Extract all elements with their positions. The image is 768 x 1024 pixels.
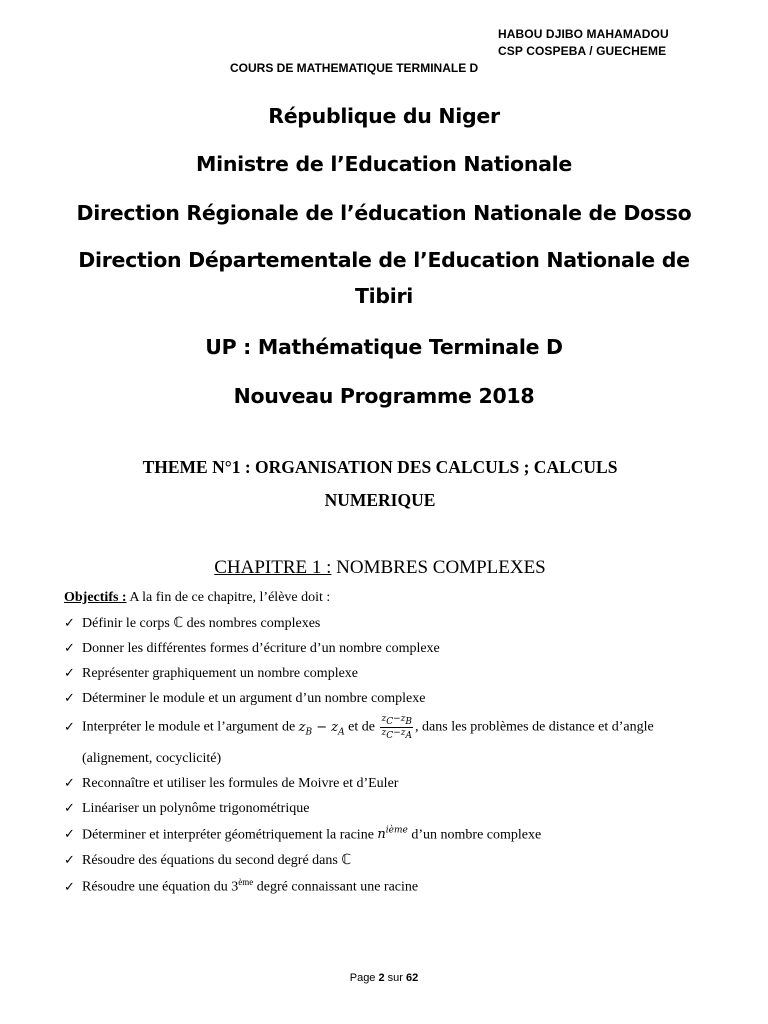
checkmark-icon: ✓ [64, 801, 75, 816]
objective-item: ✓ Donner les différentes formes d’écriture d’un nombre complexe [64, 641, 440, 656]
objectives-intro-text: A la fin de ce chapitre, l’élève doit : [126, 590, 331, 605]
objective-item: ✓ Résoudre une équation du 3ème degré connaissant une racine [64, 877, 419, 895]
objective-item: ✓ Déterminer et interpréter géométriquement la racine $n^{ième}$ d’un nombre complexe [64, 826, 542, 843]
objective-item-continuation: (alignement, cocyclicité) [82, 751, 222, 766]
school-name: CSP COSPEBA / GUECHEME [498, 44, 667, 58]
title-program: Nouveau Programme 2018 [233, 384, 535, 408]
title-up: UP : Mathématique Terminale D [205, 335, 563, 359]
title-departmental-direction: Direction Départementale de l’Education Nationale de [78, 248, 690, 272]
checkmark-icon: ✓ [64, 616, 75, 631]
title-departmental-direction-cont: Tibiri [354, 284, 414, 308]
title-ministry: Ministre de l’Education Nationale [196, 152, 572, 176]
checkmark-icon: ✓ [64, 719, 75, 735]
theme-line-1: THEME N°1 : ORGANISATION DES CALCULS ; CALCULS [142, 457, 618, 477]
objective-item: ✓ Déterminer le module et un argument d’un nombre complexe [64, 691, 426, 706]
objective-item: ✓ Représenter graphiquement un nombre complexe [64, 666, 359, 681]
chapter-title: NOMBRES COMPLEXES [331, 557, 546, 578]
formula-n: $n^{ième}$ [377, 826, 408, 843]
author-name: HABOU DJIBO MAHAMADOU [498, 27, 669, 41]
chapter-heading [60, 557, 700, 579]
objective-item: ✓ Interpréter le module et l’argument de $z_B - z_A$ et de $\frac{z_C-z_B}{z_C-z_A}$ , dans les problèmes de distance et d’angle [64, 714, 654, 741]
checkmark-icon: ✓ [64, 666, 75, 681]
checkmark-icon: ✓ [64, 853, 75, 868]
theme-line-2: NUMERIQUE [324, 490, 436, 510]
objectives-label: Objectifs : [64, 590, 127, 605]
checkmark-icon: ✓ [64, 776, 75, 791]
page-number: Page 2 sur 62 [349, 972, 419, 984]
title-regional-direction: Direction Régionale de l’éducation Nationale de Dosso [76, 201, 692, 225]
checkmark-icon: ✓ [64, 827, 75, 843]
objective-item: ✓ Résoudre des équations du second degré dans ℂ [64, 853, 352, 868]
formula-zb-minus-za: $z_B - z_A$ [298, 719, 345, 738]
checkmark-icon: ✓ [64, 691, 75, 706]
objective-item: ✓ Reconnaître et utiliser les formules de Moivre et d’Euler [64, 776, 399, 791]
chapter-label: CHAPITRE 1 : [214, 557, 332, 578]
checkmark-icon: ✓ [64, 879, 75, 895]
checkmark-icon: ✓ [64, 641, 75, 656]
title-country: République du Niger [268, 104, 500, 128]
objective-item: ✓ Définir le corps ℂ des nombres complexes [64, 616, 321, 631]
objective-item: ✓ Linéariser un polynôme trigonométrique [64, 801, 310, 816]
objectives-intro [64, 590, 330, 606]
formula-fraction: $\frac{z_C-z_B}{z_C-z_A}$ [381, 714, 413, 741]
course-title: COURS DE MATHEMATIQUE TERMINALE D [230, 61, 479, 75]
